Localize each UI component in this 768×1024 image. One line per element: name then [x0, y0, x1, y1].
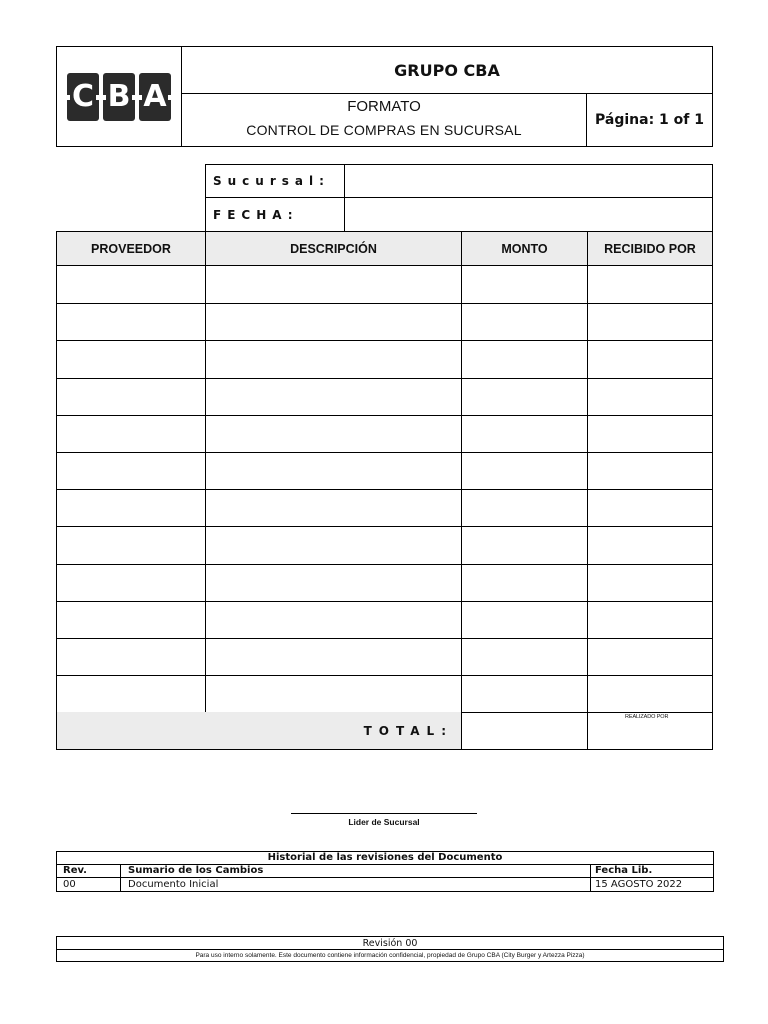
- table-cell-proveedor[interactable]: [57, 638, 205, 675]
- table-cell-monto[interactable]: [462, 378, 587, 415]
- table-cell-recibido-por[interactable]: [588, 415, 712, 452]
- table-cell-recibido-por[interactable]: [588, 378, 712, 415]
- table-cell-descripcion[interactable]: [206, 415, 461, 452]
- table-cell-recibido-por[interactable]: [588, 638, 712, 675]
- revision-row: [57, 878, 713, 891]
- table-cell-proveedor[interactable]: [57, 564, 205, 601]
- footer-revision: Revisión 00: [57, 937, 723, 950]
- logo-cell: [57, 47, 182, 146]
- table-cell-monto[interactable]: [462, 675, 587, 712]
- column-header-proveedor: PROVEEDOR: [91, 242, 171, 256]
- realizado-por-label: REALIZADO POR: [625, 714, 669, 720]
- total-label-cell: [57, 712, 461, 749]
- table-cell-proveedor[interactable]: [57, 526, 205, 563]
- revision-history-title: Historial de las revisiones del Documento: [57, 852, 713, 865]
- table-cell-proveedor[interactable]: [57, 266, 205, 303]
- total-label: TOTAL:: [363, 724, 453, 738]
- footer-confidential-notice: Para uso interno solamente. Este documento contiene información confidencial, propiedad de Grupo CBA (City Burger y Artezza Pizza): [195, 952, 585, 959]
- revision-history-table: [56, 851, 714, 892]
- table-cell-recibido-por[interactable]: [588, 340, 712, 377]
- table-cell-monto[interactable]: [462, 489, 587, 526]
- table-cell-descripcion[interactable]: [206, 638, 461, 675]
- fecha-field[interactable]: [346, 198, 712, 231]
- table-cell-recibido-por[interactable]: [588, 303, 712, 340]
- revision-number: 00: [57, 878, 121, 891]
- sucursal-label: Sucursal:: [206, 165, 345, 197]
- sucursal-field[interactable]: [346, 165, 712, 197]
- table-cell-recibido-por[interactable]: [588, 675, 712, 712]
- table-cell-monto[interactable]: [462, 601, 587, 638]
- fecha-label: FECHA:: [206, 198, 345, 231]
- table-cell-descripcion[interactable]: [206, 526, 461, 563]
- header-rev: Rev.: [57, 865, 121, 877]
- revision-date: 15 AGOSTO 2022: [595, 879, 683, 890]
- page-number: Página: 1 of 1: [595, 112, 704, 128]
- table-cell-monto[interactable]: [462, 526, 587, 563]
- table-cell-descripcion[interactable]: [206, 564, 461, 601]
- column-divider: [587, 232, 588, 749]
- table-cell-monto[interactable]: [462, 340, 587, 377]
- logo-tile-c: [67, 73, 99, 121]
- revision-history-header: [57, 865, 713, 878]
- logo-letter: C: [71, 79, 95, 114]
- table-cell-descripcion[interactable]: [206, 489, 461, 526]
- table-cell-monto[interactable]: [462, 266, 587, 303]
- column-divider: [205, 232, 206, 712]
- logo-letter: A: [143, 79, 167, 114]
- table-cell-descripcion[interactable]: [206, 378, 461, 415]
- header-sumario: Sumario de los Cambios: [121, 865, 591, 877]
- table-cell-descripcion[interactable]: [206, 303, 461, 340]
- table-cell-monto[interactable]: [462, 564, 587, 601]
- table-cell-recibido-por[interactable]: [588, 489, 712, 526]
- table-cell-recibido-por[interactable]: [588, 526, 712, 563]
- table-cell-proveedor[interactable]: [57, 340, 205, 377]
- table-cell-monto[interactable]: [462, 415, 587, 452]
- fecha-row: [206, 198, 712, 231]
- document-footer: [56, 936, 724, 962]
- table-cell-proveedor[interactable]: [57, 489, 205, 526]
- table-header: [57, 232, 712, 266]
- table-cell-recibido-por[interactable]: [588, 452, 712, 489]
- table-cell-proveedor[interactable]: [57, 601, 205, 638]
- table-cell-proveedor[interactable]: [57, 452, 205, 489]
- table-cell-descripcion[interactable]: [206, 675, 461, 712]
- table-cell-recibido-por[interactable]: [588, 266, 712, 303]
- revision-summary: Documento Inicial: [121, 878, 591, 891]
- table-cell-proveedor[interactable]: [57, 378, 205, 415]
- table-cell-proveedor[interactable]: [57, 303, 205, 340]
- total-row: [57, 712, 712, 749]
- header-fecha-lib: Fecha Lib.: [595, 865, 653, 876]
- table-cell-monto[interactable]: [462, 452, 587, 489]
- cba-logo: [67, 73, 171, 121]
- branch-date-fields: [205, 164, 713, 231]
- column-header-recibido-por: RECIBIDO POR: [604, 242, 696, 256]
- table-cell-proveedor[interactable]: [57, 675, 205, 712]
- table-cell-descripcion[interactable]: [206, 340, 461, 377]
- table-cell-proveedor[interactable]: [57, 415, 205, 452]
- column-header-monto: MONTO: [501, 242, 548, 256]
- purchases-table: [56, 231, 713, 750]
- format-title: CONTROL DE COMPRAS EN SUCURSAL: [246, 122, 522, 138]
- logo-letter: B: [107, 79, 131, 114]
- table-cell-descripcion[interactable]: [206, 266, 461, 303]
- signature-label: Lider de Sucursal: [348, 817, 420, 827]
- column-header-descripcion: DESCRIPCIÓN: [290, 242, 377, 256]
- table-cell-recibido-por[interactable]: [588, 564, 712, 601]
- table-cell-descripcion[interactable]: [206, 452, 461, 489]
- table-cell-monto[interactable]: [462, 303, 587, 340]
- logo-tile-a: [139, 73, 171, 121]
- signature-line[interactable]: [291, 813, 477, 814]
- document-header: [56, 46, 713, 147]
- format-cell: [182, 94, 587, 146]
- table-cell-monto[interactable]: [462, 638, 587, 675]
- column-divider: [461, 232, 462, 749]
- sucursal-row: [206, 165, 712, 198]
- company-title: GRUPO CBA: [182, 47, 712, 94]
- logo-tile-b: [103, 73, 135, 121]
- format-label: FORMATO: [347, 98, 421, 115]
- table-cell-recibido-por[interactable]: [588, 601, 712, 638]
- table-cell-descripcion[interactable]: [206, 601, 461, 638]
